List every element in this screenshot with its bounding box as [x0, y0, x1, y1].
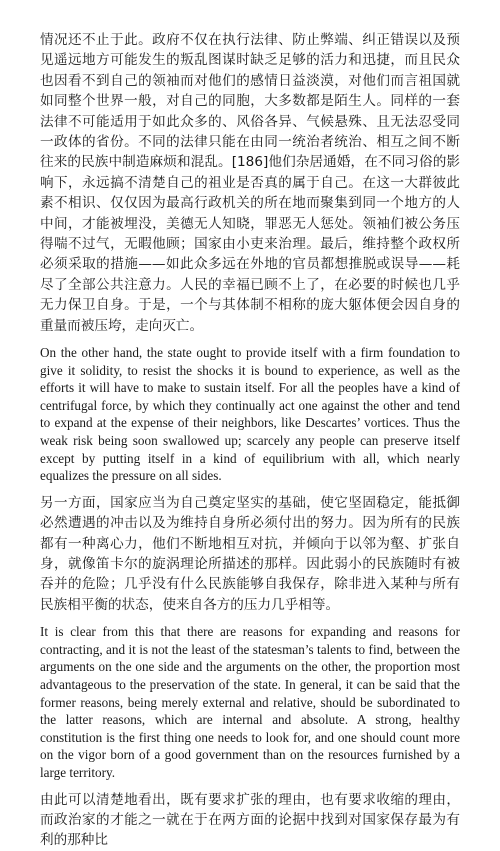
- paragraph-english-2: It is clear from this that there are reasons for expanding and reasons for contracting, and it is not the least of the statesman’s talents to find, between the arguments on the one side and the arguments on the other, the proportion most advantageous to the preservation of the state. In general, it can be said that the former reasons, being merely external and relative, should be subordinated to the latter reasons, which are internal and absolute. A strong, healthy constitution is the first thing one needs to look for, and one should count more on the vigor born of a good government than on the resources furnished by a large territory.: [40, 624, 460, 781]
- document-page: [40, 30, 460, 851]
- paragraph-chinese-3: 由此可以清楚地看出，既有要求扩张的理由，也有要求收缩的理由，而政治家的才能之一就在于在两方面的论据中找到对国家保存最为有利的那种比: [40, 791, 460, 849]
- paragraph-english-1: On the other hand, the state ought to provide itself with a firm foundation to give it solidity, to resist the shocks it is bound to experience, as well as the efforts it will have to make to sustain itself. For all the peoples have a kind of centrifugal force, by which they continually act one against the other and tend to expand at the expense of their neighbors, like Descartes’ vortices. Thus the weak risk being soon swallowed up; scarcely any people can preserve itself except by putting itself in a kind of equilibrium with all, which nearly equalizes the pressure on all sides.: [40, 345, 460, 484]
- paragraph-chinese-2: 另一方面，国家应当为自己奠定坚实的基础，使它坚固稳定，能抵御必然遭遇的冲击以及为维持自身所必须付出的努力。因为所有的民族都有一种离心力，他们不断地相互对抗，并倾向于以邻为壑、扩张自身，就像笛卡尔的旋涡理论所描述的那样。因此弱小的民族随时有被吞并的危险；几乎没有什么民族能够自我保存，除非进入某种与所有民族相平衡的状态，使来自各方的压力几乎相等。: [40, 494, 460, 613]
- paragraph-chinese-1: 情况还不止于此。政府不仅在执行法律、防止弊端、纠正错误以及预见遥远地方可能发生的叛乱图谋时缺乏足够的活力和迅捷，而且民众也因看不到自己的领袖而对他们的感情日益淡漠，对他们而言祖国就如同整个世界一般，对自己的同胞，大多数都是陌生人。同样的一套法律不可能适用于如此众多的、风俗各异、气候悬殊、且无法忍受同一政体的省份。不同的法律只能在由同一统治者统治、相互之间不断往来的民族中制造麻烦和混乱。[186]他们杂居通婚，在不同习俗的影响下，永远搞不清楚自己的祖业是否真的属于自己。在这一大群彼此素不相识、仅仅因为最高行政机关的所在地而聚集到同一个地方的人中间，才能被埋没，美德无人知晓，罪恶无人惩处。领袖们被公务压得喘不过气，无暇他顾；国家由小吏来治理。最后，维持整个政权所必须采取的措施——如此众多远在外地的官员都想推脱或误导——耗尽了全部公共注意力。人民的幸福已顾不上了，在必要的时候也几乎无力保卫自身。于是，一个与其体制不相称的庞大躯体便会因自身的重量而被压垮，走向灭亡。: [40, 32, 460, 334]
